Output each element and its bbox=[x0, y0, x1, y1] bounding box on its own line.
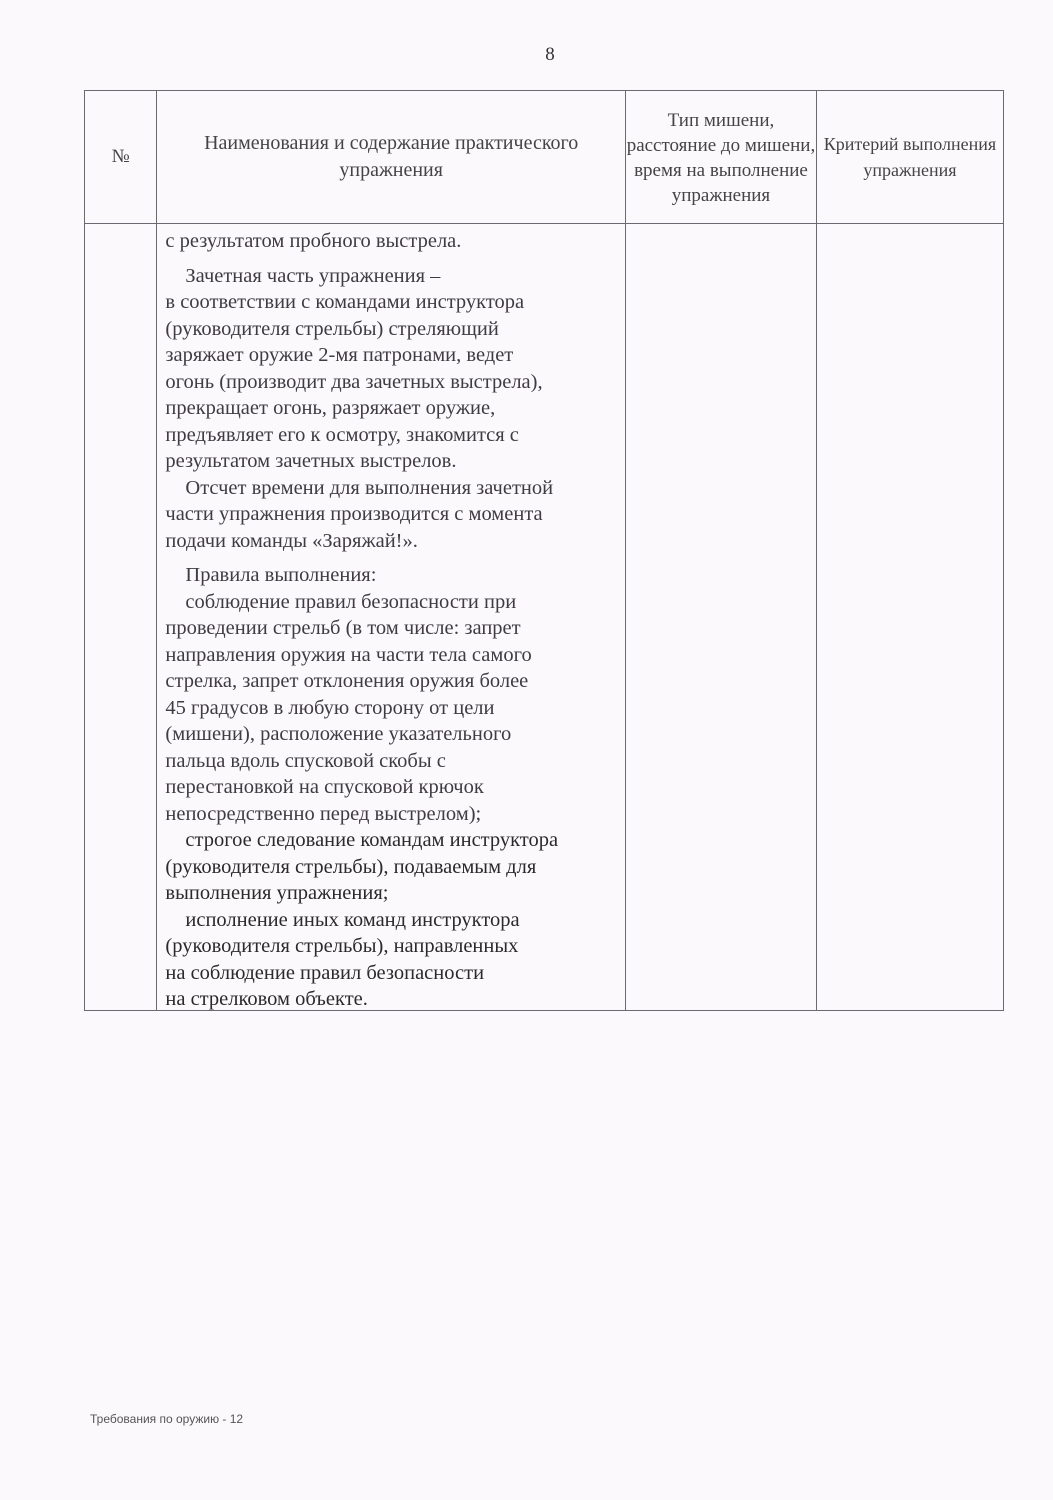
text-line: с результатом пробного выстрела. bbox=[165, 230, 462, 252]
exercise-table bbox=[84, 90, 1004, 1011]
page-number: 8 bbox=[545, 44, 555, 65]
text-line: стрелка, запрет отклонения оружия более bbox=[165, 670, 529, 692]
cell-name bbox=[157, 224, 626, 1011]
text-line: пальца вдоль спусковой скобы с bbox=[165, 749, 446, 772]
text-line: выполнения упражнения; bbox=[165, 882, 389, 904]
text-line: (мишени), расположение указательного bbox=[165, 723, 512, 745]
footer-text: Требования по оружию - 12 bbox=[90, 1412, 244, 1426]
text-line: строгое следование командам инструктора bbox=[185, 829, 559, 851]
text-line: Правила выполнения: bbox=[185, 564, 377, 586]
header-number: № bbox=[85, 91, 157, 224]
text-line: результатом зачетных выстрелов. bbox=[165, 450, 457, 472]
text-line: прекращает огонь, разряжает оружие, bbox=[165, 397, 496, 419]
text-line: подачи команды «Заряжай!». bbox=[165, 529, 418, 552]
header-target: Тип мишени, расстояние до мишени, время на выполнение упражнения bbox=[625, 91, 816, 224]
table-header-row bbox=[85, 91, 1004, 224]
cell-number bbox=[85, 224, 157, 1011]
text-line: огонь (производит два зачетных выстрела), bbox=[165, 370, 543, 393]
cell-criteria bbox=[816, 224, 1003, 1011]
text-line: Отсчет времени для выполнения зачетной bbox=[185, 476, 554, 499]
text-line: Зачетная часть упражнения – bbox=[185, 264, 441, 287]
text-line: (руководителя стрельбы), направленных bbox=[165, 935, 519, 957]
cell-target bbox=[625, 224, 816, 1011]
text-line: в соответствии с командами инструктора bbox=[165, 291, 525, 313]
text-line: (руководителя стрельбы) стреляющий bbox=[165, 317, 499, 340]
header-name: Наименования и содержание практического упражнения bbox=[157, 91, 626, 224]
text-line: 45 градусов в любую сторону от цели bbox=[165, 696, 495, 719]
text-line: (руководителя стрельбы), подаваемым для bbox=[165, 855, 537, 878]
text-line: предъявляет его к осмотру, знакомится с bbox=[165, 423, 519, 446]
text-line: непосредственно перед выстрелом); bbox=[165, 802, 482, 825]
text-line: направления оружия на части тела самого bbox=[165, 643, 532, 666]
text-line: заряжает оружие 2-мя патронами, ведет bbox=[165, 344, 514, 366]
text-line: проведении стрельб (в том числе: запрет bbox=[165, 617, 521, 639]
text-line: на соблюдение правил безопасности bbox=[165, 961, 485, 984]
text-line: части упражнения производится с момента bbox=[165, 503, 543, 525]
text-line: соблюдение правил безопасности при bbox=[185, 590, 517, 613]
text-line: исполнение иных команд инструктора bbox=[185, 908, 520, 931]
header-criteria: Критерий выполнения упражнения bbox=[816, 91, 1003, 224]
table-row bbox=[85, 224, 1004, 1011]
text-line: на стрелковом объекте. bbox=[165, 988, 368, 1010]
text-line: перестановкой на спусковой крючок bbox=[165, 776, 484, 798]
